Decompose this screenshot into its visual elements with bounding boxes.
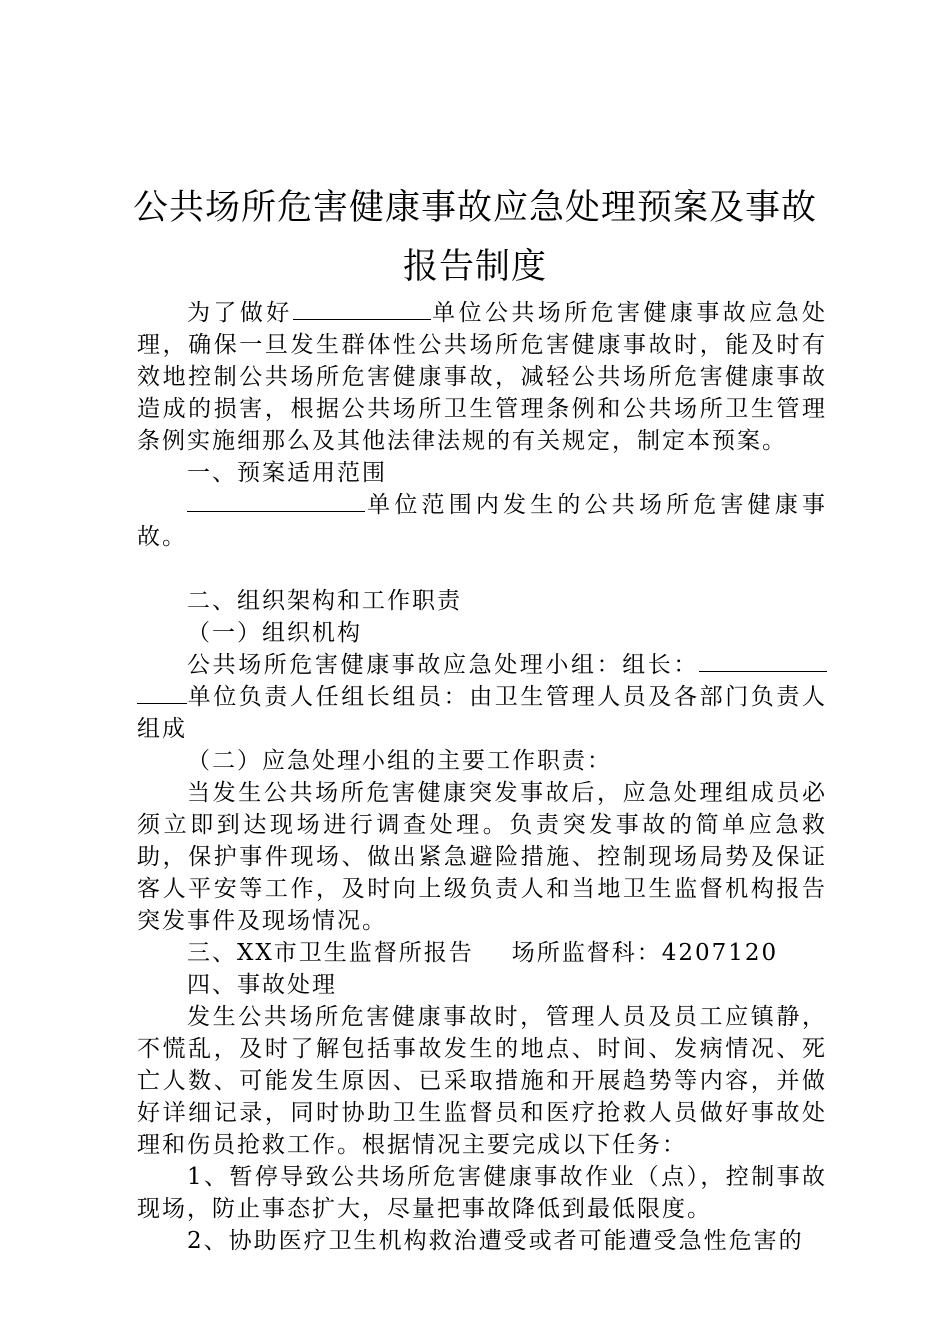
section-3-line — [137, 937, 827, 969]
duty-paragraph: 当发生公共场所危害健康突发事故后，应急处理组成员必须立即到达现场进行调查处理。负责突发事故的简单应急救助，保护事件现场、做出紧急避险措施、控制现场局势及保证客人平安等工作，及时向上级负责人和当地卫生监督机构报告突发事件及现场情况。 — [137, 780, 827, 934]
scope-text: 单位范围内发生的公共场所危害健康事故。 — [137, 492, 827, 550]
group-leader-blank — [699, 649, 827, 672]
paragraph-gap — [137, 553, 827, 585]
section-2-sub-2: （二）应急处理小组的主要工作职责： — [187, 748, 612, 774]
section-1-heading: 一、预案适用范围 — [187, 460, 387, 486]
task-item-1: 1、暂停导致公共场所危害健康事故作业（点），控制事故现场，防止事态扩大，尽量把事故降低到最低限度。 — [137, 1164, 827, 1222]
intro-paragraph — [137, 297, 827, 457]
scope-unit-blank — [187, 489, 365, 512]
unit-name-blank — [293, 297, 431, 320]
group-leader-text: 公共场所危害健康事故应急处理小组：组长： — [187, 652, 699, 678]
section-4-paragraph: 发生公共场所危害健康事故时，管理人员及员工应镇静，不慌乱，及时了解包括事故发生的地点、时间、发病情况、死亡人数、可能发生原因、已采取措施和开展趋势等内容，并做好详细记录，同时协助卫生监督员和医疗抢救人员做好事故处理和伤员抢救工作。根据情况主要完成以下任务： — [137, 1004, 827, 1158]
section-4-heading: 四、事故处理 — [187, 972, 337, 998]
group-leader-blank-cont — [137, 681, 187, 704]
group-leader-paragraph — [137, 649, 827, 745]
task-item-2: 2、协助医疗卫生机构救治遭受或者可能遭受急性危害的 — [187, 1228, 804, 1254]
section-3-contact: 场所监督科：4207120 — [511, 940, 779, 966]
intro-body-text: 单位公共场所危害健康事故应急处理，确保一旦发生群体性公共场所危害健康事故时，能及时有效地控制公共场所危害健康事故，减轻公共场所危害健康事故造成的损害，根据公共场所卫生管理条例和公共场所卫生管理条例实施细那么及其他法律法规的有关规定，制定本预案。 — [137, 300, 828, 454]
section-2-heading: 二、组织架构和工作职责 — [187, 588, 462, 614]
section-3-heading: 三、XX市卫生监督所报告 — [187, 940, 474, 966]
document-title-line-2: 报告制度 — [402, 247, 547, 287]
section-1-scope — [137, 489, 827, 553]
document-title-line-1: 公共场所危害健康事故应急处理预案及事故 — [132, 188, 817, 228]
document-body — [137, 297, 827, 1257]
group-members-text: 单位负责人任组长组员：由卫生管理人员及各部门负责人组成 — [137, 684, 827, 742]
section-2-sub-1: （一）组织机构 — [187, 620, 362, 646]
intro-lead-text: 为了做好 — [187, 300, 293, 326]
